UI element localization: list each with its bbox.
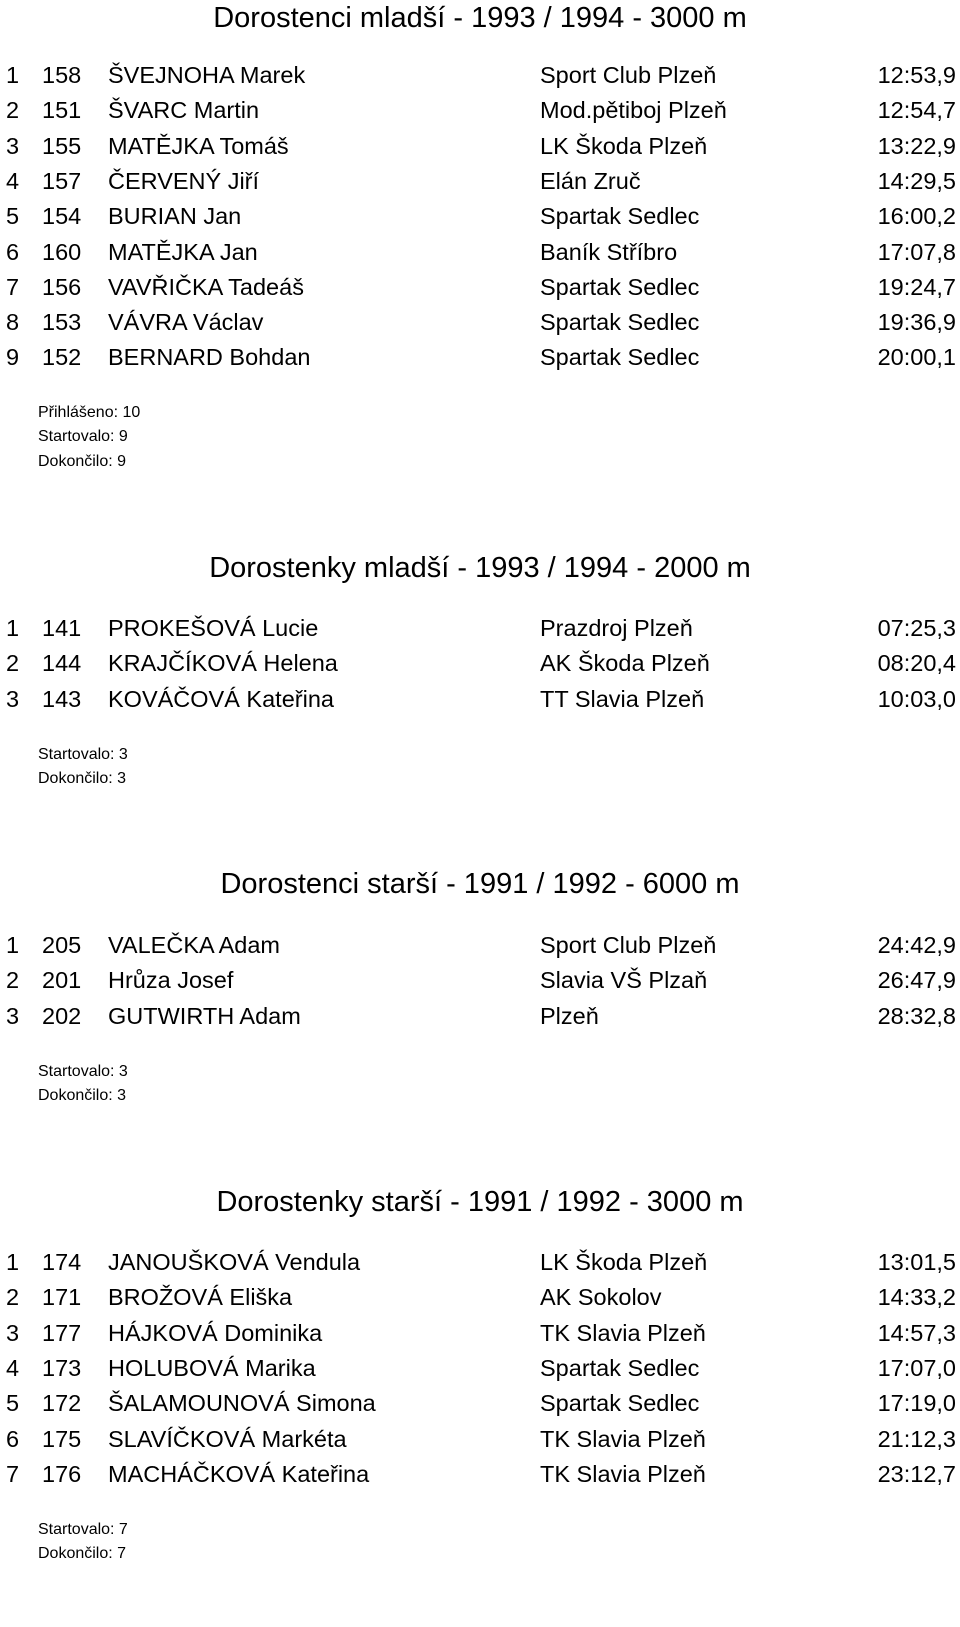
rank-cell: 3 bbox=[6, 132, 20, 159]
bib-cell: 171 bbox=[42, 1284, 82, 1311]
club-cell: TK Slavia Plzeň bbox=[540, 1319, 706, 1346]
name-cell: MATĚJKA Tomáš bbox=[108, 132, 289, 159]
bib-cell: 144 bbox=[42, 650, 82, 677]
club-cell: TT Slavia Plzeň bbox=[540, 685, 705, 712]
name-cell: Hrůza Josef bbox=[108, 967, 234, 994]
name-cell: VAVŘIČKA Tadeáš bbox=[108, 273, 304, 300]
bib-cell: 143 bbox=[42, 685, 82, 712]
rank-cell: 4 bbox=[6, 1354, 20, 1381]
result-row bbox=[0, 133, 960, 167]
club-cell: Sport Club Plzeň bbox=[540, 932, 717, 958]
rank-cell: 3 bbox=[6, 685, 20, 712]
result-row bbox=[0, 239, 960, 273]
time-cell: 14:57,3 bbox=[877, 1319, 956, 1346]
club-cell: Slavia VŠ Plzaň bbox=[540, 967, 708, 994]
bib-cell: 201 bbox=[42, 967, 82, 994]
time-cell: 20:00,1 bbox=[877, 344, 956, 371]
time-cell: 17:07,0 bbox=[877, 1354, 956, 1381]
club-cell: Mod.pětiboj Plzeň bbox=[540, 97, 727, 124]
bib-cell: 156 bbox=[42, 273, 82, 300]
rank-cell: 2 bbox=[6, 1284, 20, 1311]
rank-cell: 4 bbox=[6, 167, 20, 194]
time-cell: 12:54,7 bbox=[877, 97, 956, 124]
result-row bbox=[0, 1355, 960, 1389]
rank-cell: 1 bbox=[6, 1249, 20, 1275]
bib-cell: 141 bbox=[42, 615, 82, 641]
time-cell: 13:01,5 bbox=[877, 1249, 956, 1275]
bib-cell: 158 bbox=[42, 62, 82, 88]
name-cell: BURIAN Jan bbox=[108, 203, 242, 230]
bib-cell: 202 bbox=[42, 1002, 82, 1029]
summary-stat: Dokončilo: 3 bbox=[38, 1087, 127, 1105]
result-row bbox=[0, 686, 960, 720]
name-cell: MACHÁČKOVÁ Kateřina bbox=[108, 1460, 370, 1487]
club-cell: Spartak Sedlec bbox=[540, 273, 700, 300]
summary-stat: Startovalo: 7 bbox=[38, 1521, 128, 1538]
rank-cell: 1 bbox=[6, 615, 20, 641]
result-row bbox=[0, 1284, 960, 1318]
result-row bbox=[0, 1003, 960, 1037]
club-cell: Spartak Sedlec bbox=[540, 203, 700, 230]
result-row bbox=[0, 1461, 960, 1495]
rank-cell: 6 bbox=[6, 1425, 20, 1452]
rank-cell: 7 bbox=[6, 1460, 20, 1487]
name-cell: PROKEŠOVÁ Lucie bbox=[108, 615, 319, 641]
bib-cell: 157 bbox=[42, 167, 82, 194]
club-cell: Prazdroj Plzeň bbox=[540, 615, 693, 641]
club-cell: LK Škoda Plzeň bbox=[540, 1249, 708, 1275]
rank-cell: 5 bbox=[6, 203, 20, 230]
club-cell: Plzeň bbox=[540, 1002, 599, 1029]
name-cell: KOVÁČOVÁ Kateřina bbox=[108, 685, 334, 712]
bib-cell: 154 bbox=[42, 203, 82, 230]
result-row bbox=[0, 1249, 960, 1283]
club-cell: Spartak Sedlec bbox=[540, 1390, 700, 1417]
section-title: Dorostenky starší - 1991 / 1992 - 3000 m bbox=[216, 1186, 744, 1218]
summary-stat: Přihlášeno: 10 bbox=[38, 404, 141, 421]
result-row bbox=[0, 1320, 960, 1354]
summary-stat: Startovalo: 3 bbox=[38, 746, 128, 763]
time-cell: 10:03,0 bbox=[877, 685, 956, 712]
club-cell: LK Škoda Plzeň bbox=[540, 132, 708, 159]
club-cell: Sport Club Plzeň bbox=[540, 62, 717, 88]
time-cell: 23:12,7 bbox=[877, 1460, 956, 1487]
result-row bbox=[0, 344, 960, 378]
rank-cell: 2 bbox=[6, 650, 20, 677]
bib-cell: 160 bbox=[42, 238, 82, 265]
bib-cell: 155 bbox=[42, 132, 82, 159]
club-cell: Spartak Sedlec bbox=[540, 309, 700, 336]
summary-stat: Startovalo: 9 bbox=[38, 428, 128, 446]
bib-cell: 153 bbox=[42, 309, 82, 336]
result-row bbox=[0, 203, 960, 237]
club-cell: AK Škoda Plzeň bbox=[540, 650, 710, 677]
bib-cell: 176 bbox=[42, 1460, 82, 1487]
name-cell: KRAJČÍKOVÁ Helena bbox=[108, 650, 338, 677]
rank-cell: 1 bbox=[6, 62, 20, 88]
name-cell: VALEČKA Adam bbox=[108, 932, 280, 958]
time-cell: 26:47,9 bbox=[877, 967, 956, 994]
section-title: Dorostenci mladší - 1993 / 1994 - 3000 m bbox=[213, 2, 747, 34]
time-cell: 14:29,5 bbox=[877, 167, 956, 194]
summary-stat: Dokončilo: 9 bbox=[38, 452, 127, 470]
name-cell: GUTWIRTH Adam bbox=[108, 1002, 301, 1029]
result-row bbox=[0, 650, 960, 684]
rank-cell: 1 bbox=[6, 932, 20, 958]
name-cell: ŠALAMOUNOVÁ Simona bbox=[108, 1390, 376, 1417]
time-cell: 19:24,7 bbox=[877, 273, 956, 300]
summary-stat: Startovalo: 3 bbox=[38, 1063, 128, 1080]
club-cell: AK Sokolov bbox=[540, 1284, 662, 1311]
name-cell: HOLUBOVÁ Marika bbox=[108, 1354, 316, 1381]
name-cell: JANOUŠKOVÁ Vendula bbox=[108, 1249, 361, 1275]
name-cell: HÁJKOVÁ Dominika bbox=[108, 1319, 323, 1346]
time-cell: 21:12,3 bbox=[877, 1425, 956, 1452]
bib-cell: 173 bbox=[42, 1354, 82, 1381]
result-row bbox=[0, 168, 960, 202]
time-cell: 16:00,2 bbox=[877, 203, 956, 230]
time-cell: 12:53,9 bbox=[877, 62, 956, 88]
club-cell: TK Slavia Plzeň bbox=[540, 1460, 706, 1487]
summary-stat: Dokončilo: 3 bbox=[38, 770, 127, 788]
result-row bbox=[0, 967, 960, 1001]
bib-cell: 177 bbox=[42, 1319, 82, 1346]
section-title: Dorostenci starší - 1991 / 1992 - 6000 m bbox=[220, 868, 740, 900]
name-cell: ŠVEJNOHA Marek bbox=[108, 62, 306, 88]
name-cell: VÁVRA Václav bbox=[108, 309, 264, 336]
result-row bbox=[0, 932, 960, 966]
result-row bbox=[0, 309, 960, 343]
name-cell: ČERVENÝ Jiří bbox=[108, 167, 260, 194]
club-cell: TK Slavia Plzeň bbox=[540, 1425, 706, 1452]
bib-cell: 151 bbox=[42, 97, 82, 124]
bib-cell: 205 bbox=[42, 932, 82, 958]
summary-stat: Dokončilo: 7 bbox=[38, 1545, 127, 1563]
time-cell: 14:33,2 bbox=[877, 1284, 956, 1311]
section-title: Dorostenky mladší - 1993 / 1994 - 2000 m bbox=[209, 552, 751, 584]
rank-cell: 2 bbox=[6, 97, 20, 124]
rank-cell: 3 bbox=[6, 1319, 20, 1346]
result-row bbox=[0, 1426, 960, 1460]
time-cell: 28:32,8 bbox=[877, 1002, 956, 1029]
bib-cell: 174 bbox=[42, 1249, 82, 1275]
rank-cell: 8 bbox=[6, 309, 20, 336]
time-cell: 24:42,9 bbox=[877, 932, 956, 958]
time-cell: 17:19,0 bbox=[877, 1390, 956, 1417]
rank-cell: 7 bbox=[6, 273, 20, 300]
bib-cell: 152 bbox=[42, 344, 82, 371]
club-cell: Spartak Sedlec bbox=[540, 1354, 700, 1381]
bib-cell: 172 bbox=[42, 1390, 82, 1417]
rank-cell: 5 bbox=[6, 1390, 20, 1417]
time-cell: 08:20,4 bbox=[877, 650, 956, 677]
time-cell: 13:22,9 bbox=[877, 132, 956, 159]
rank-cell: 3 bbox=[6, 1002, 20, 1029]
result-row bbox=[0, 97, 960, 131]
time-cell: 07:25,3 bbox=[877, 615, 956, 641]
name-cell: BERNARD Bohdan bbox=[108, 344, 311, 371]
name-cell: SLAVÍČKOVÁ Markéta bbox=[108, 1425, 347, 1452]
club-cell: Elán Zruč bbox=[540, 167, 641, 194]
name-cell: MATĚJKA Jan bbox=[108, 238, 258, 265]
bib-cell: 175 bbox=[42, 1425, 82, 1452]
time-cell: 17:07,8 bbox=[877, 238, 956, 265]
result-row bbox=[0, 615, 960, 649]
rank-cell: 9 bbox=[6, 344, 20, 371]
result-row bbox=[0, 1390, 960, 1424]
result-row bbox=[0, 274, 960, 308]
name-cell: BROŽOVÁ Eliška bbox=[108, 1284, 293, 1311]
name-cell: ŠVARC Martin bbox=[108, 97, 260, 124]
club-cell: Baník Stříbro bbox=[540, 238, 678, 265]
result-row bbox=[0, 62, 960, 96]
rank-cell: 6 bbox=[6, 238, 20, 265]
time-cell: 19:36,9 bbox=[877, 309, 956, 336]
club-cell: Spartak Sedlec bbox=[540, 344, 700, 371]
rank-cell: 2 bbox=[6, 967, 20, 994]
